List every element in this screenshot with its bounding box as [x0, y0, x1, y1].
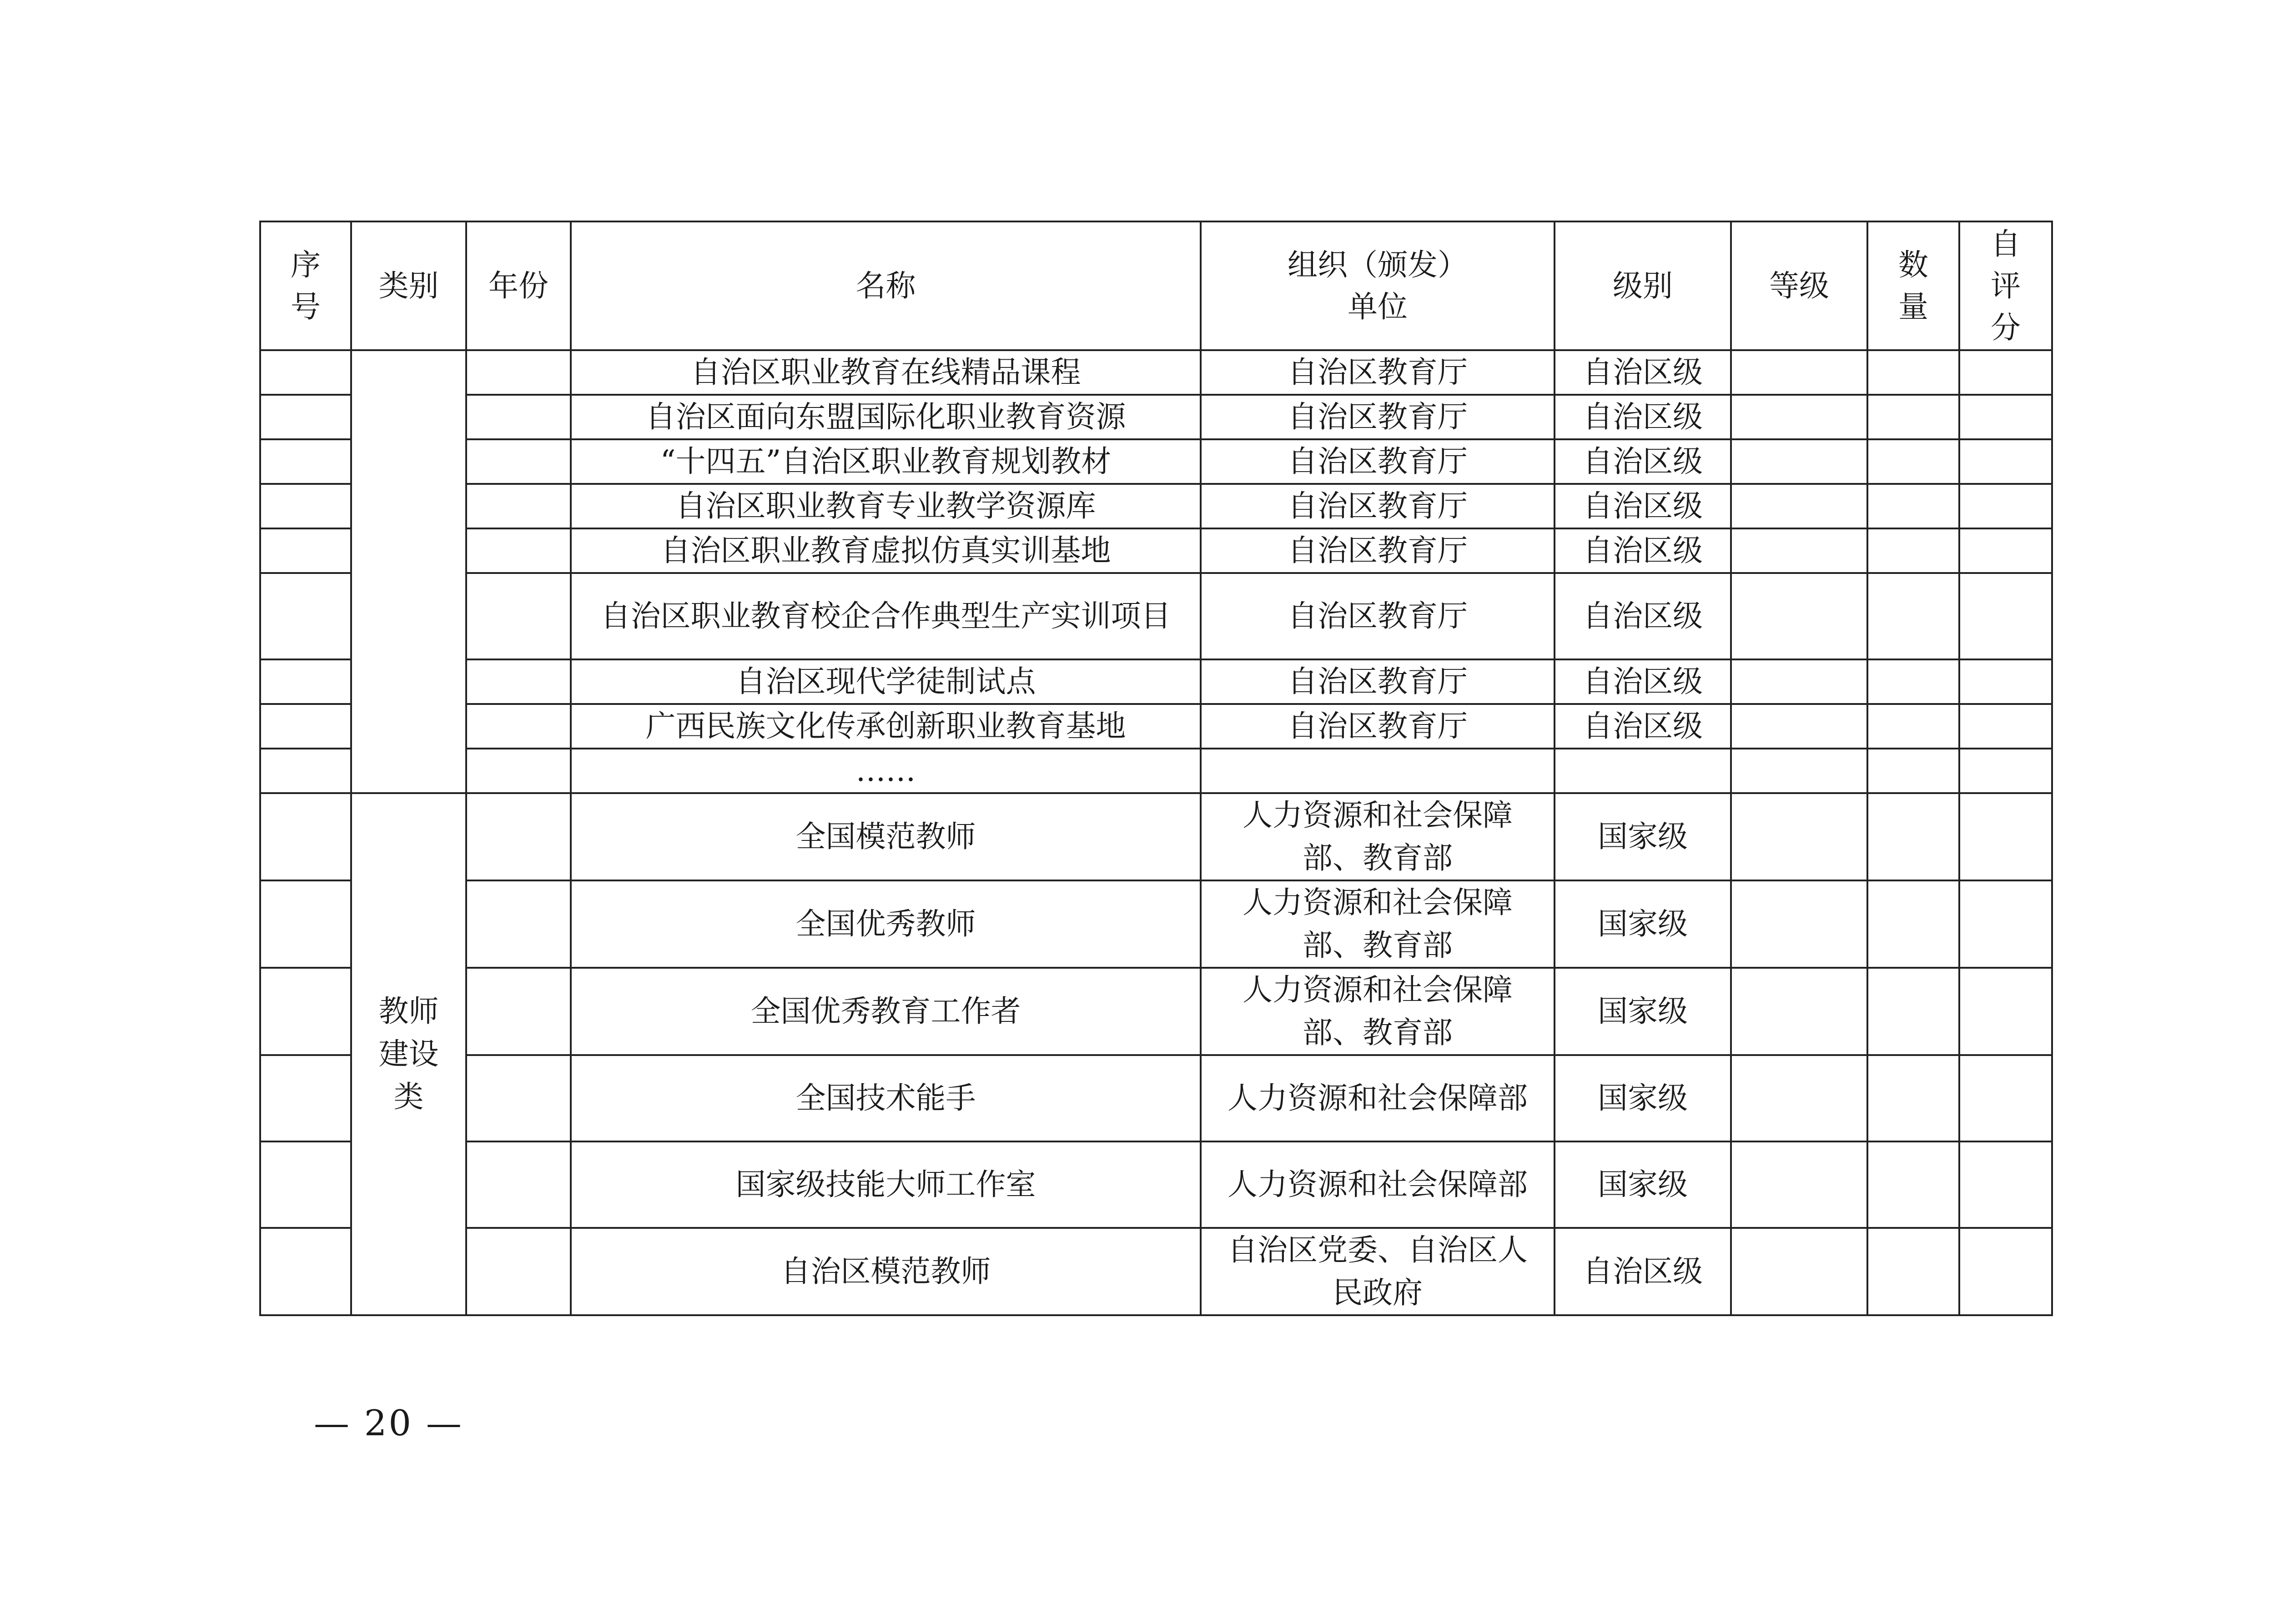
level-cell [1555, 749, 1731, 793]
org-cell: 自治区教育厅 [1201, 439, 1555, 484]
grade-cell [1731, 1228, 1867, 1315]
name-cell: 全国优秀教育工作者 [571, 968, 1201, 1055]
level-cell: 国家级 [1555, 880, 1731, 968]
self-score-cell [1959, 439, 2052, 484]
table-row [260, 350, 2052, 395]
self-score-cell [1959, 1055, 2052, 1141]
level-cell: 国家级 [1555, 968, 1731, 1055]
seq-cell [260, 1141, 351, 1228]
seq-cell [260, 749, 351, 793]
grade-cell [1731, 573, 1867, 659]
header-row [260, 221, 2052, 350]
org-cell [1201, 749, 1555, 793]
table-row [260, 439, 2052, 484]
year-cell [466, 880, 571, 968]
level-cell: 国家级 [1555, 1141, 1731, 1228]
qty-cell [1867, 1228, 1959, 1315]
seq-cell [260, 395, 351, 439]
name-cell: 全国优秀教师 [571, 880, 1201, 968]
qty-cell [1867, 880, 1959, 968]
seq-cell [260, 528, 351, 573]
header-seq: 序号 [260, 221, 351, 350]
year-cell [466, 659, 571, 704]
self-score-cell [1959, 659, 2052, 704]
level-cell: 自治区级 [1555, 573, 1731, 659]
name-cell: 自治区现代学徒制试点 [571, 659, 1201, 704]
year-cell [466, 968, 571, 1055]
org-cell: 人力资源和社会保障部、教育部 [1201, 880, 1555, 968]
self-score-cell [1959, 704, 2052, 749]
year-cell [466, 484, 571, 528]
level-cell: 自治区级 [1555, 1228, 1731, 1315]
year-cell [466, 395, 571, 439]
grade-cell [1731, 793, 1867, 880]
seq-cell [260, 1228, 351, 1315]
grade-cell [1731, 395, 1867, 439]
self-score-cell [1959, 1228, 2052, 1315]
grade-cell [1731, 484, 1867, 528]
table-row [260, 1055, 2052, 1141]
level-cell: 自治区级 [1555, 350, 1731, 395]
grade-cell [1731, 880, 1867, 968]
name-cell: 自治区职业教育专业教学资源库 [571, 484, 1201, 528]
self-score-cell [1959, 880, 2052, 968]
table-row [260, 749, 2052, 793]
year-cell [466, 573, 571, 659]
grade-cell [1731, 749, 1867, 793]
qty-cell [1867, 395, 1959, 439]
seq-cell [260, 484, 351, 528]
header-self-score: 自评分 [1959, 221, 2052, 350]
name-cell: 国家级技能大师工作室 [571, 1141, 1201, 1228]
header-qty: 数量 [1867, 221, 1959, 350]
header-year: 年份 [466, 221, 571, 350]
self-score-cell [1959, 528, 2052, 573]
org-cell: 自治区教育厅 [1201, 704, 1555, 749]
seq-cell [260, 704, 351, 749]
self-score-cell [1959, 395, 2052, 439]
grade-cell [1731, 1055, 1867, 1141]
year-cell [466, 1228, 571, 1315]
self-score-cell [1959, 968, 2052, 1055]
table-row [260, 1228, 2052, 1315]
org-cell: 自治区党委、自治区人民政府 [1201, 1228, 1555, 1315]
page-number: — 20 — [314, 1403, 463, 1444]
seq-cell [260, 968, 351, 1055]
org-cell: 人力资源和社会保障部、教育部 [1201, 793, 1555, 880]
level-cell: 自治区级 [1555, 528, 1731, 573]
ellipsis-cell: …… [571, 749, 1201, 793]
name-cell: 广西民族文化传承创新职业教育基地 [571, 704, 1201, 749]
qty-cell [1867, 439, 1959, 484]
grade-cell [1731, 1141, 1867, 1228]
qty-cell [1867, 528, 1959, 573]
level-cell: 国家级 [1555, 793, 1731, 880]
year-cell [466, 1141, 571, 1228]
category-cell [351, 350, 466, 793]
table-row [260, 573, 2052, 659]
seq-cell [260, 793, 351, 880]
qty-cell [1867, 749, 1959, 793]
table-row [260, 659, 2052, 704]
name-cell: 全国技术能手 [571, 1055, 1201, 1141]
self-score-cell [1959, 1141, 2052, 1228]
qty-cell [1867, 968, 1959, 1055]
year-cell [466, 350, 571, 395]
org-cell: 自治区教育厅 [1201, 350, 1555, 395]
year-cell [466, 528, 571, 573]
qty-cell [1867, 573, 1959, 659]
header-grade: 等级 [1731, 221, 1867, 350]
qty-cell [1867, 1055, 1959, 1141]
qty-cell [1867, 1141, 1959, 1228]
seq-cell [260, 350, 351, 395]
qty-cell [1867, 350, 1959, 395]
name-cell: 自治区职业教育校企合作典型生产实训项目 [571, 573, 1201, 659]
year-cell [466, 793, 571, 880]
self-score-cell [1959, 484, 2052, 528]
level-cell: 自治区级 [1555, 704, 1731, 749]
seq-cell [260, 439, 351, 484]
seq-cell [260, 880, 351, 968]
header-name: 名称 [571, 221, 1201, 350]
name-cell: “十四五”自治区职业教育规划教材 [571, 439, 1201, 484]
name-cell: 自治区职业教育虚拟仿真实训基地 [571, 528, 1201, 573]
grade-cell [1731, 439, 1867, 484]
table-row [260, 1141, 2052, 1228]
qty-cell [1867, 704, 1959, 749]
header-level: 级别 [1555, 221, 1731, 350]
qty-cell [1867, 793, 1959, 880]
self-score-cell [1959, 350, 2052, 395]
qty-cell [1867, 484, 1959, 528]
table-row [260, 395, 2052, 439]
table-row [260, 968, 2052, 1055]
level-cell: 自治区级 [1555, 659, 1731, 704]
qty-cell [1867, 659, 1959, 704]
org-cell: 人力资源和社会保障部 [1201, 1055, 1555, 1141]
self-score-cell [1959, 749, 2052, 793]
org-cell: 自治区教育厅 [1201, 573, 1555, 659]
teacher-category-cell: 教师建设类 [351, 793, 466, 1315]
level-cell: 国家级 [1555, 1055, 1731, 1141]
org-cell: 自治区教育厅 [1201, 528, 1555, 573]
seq-cell [260, 659, 351, 704]
name-cell: 自治区面向东盟国际化职业教育资源 [571, 395, 1201, 439]
grade-cell [1731, 704, 1867, 749]
grade-cell [1731, 968, 1867, 1055]
table-row [260, 704, 2052, 749]
seq-cell [260, 1055, 351, 1141]
level-cell: 自治区级 [1555, 439, 1731, 484]
self-score-cell [1959, 793, 2052, 880]
level-cell: 自治区级 [1555, 484, 1731, 528]
org-cell: 自治区教育厅 [1201, 484, 1555, 528]
org-cell: 自治区教育厅 [1201, 659, 1555, 704]
year-cell [466, 1055, 571, 1141]
grade-cell [1731, 350, 1867, 395]
org-cell: 人力资源和社会保障部 [1201, 1141, 1555, 1228]
header-org: 组织（颁发）单位 [1201, 221, 1555, 350]
org-cell: 人力资源和社会保障部、教育部 [1201, 968, 1555, 1055]
table-row [260, 484, 2052, 528]
self-score-cell [1959, 573, 2052, 659]
year-cell [466, 439, 571, 484]
level-cell: 自治区级 [1555, 395, 1731, 439]
year-cell [466, 749, 571, 793]
table-row [260, 880, 2052, 968]
name-cell: 自治区职业教育在线精品课程 [571, 350, 1201, 395]
grade-cell [1731, 659, 1867, 704]
year-cell [466, 704, 571, 749]
header-category: 类别 [351, 221, 466, 350]
table-row [260, 793, 2052, 880]
name-cell: 全国模范教师 [571, 793, 1201, 880]
org-cell: 自治区教育厅 [1201, 395, 1555, 439]
grade-cell [1731, 528, 1867, 573]
name-cell: 自治区模范教师 [571, 1228, 1201, 1315]
award-table [259, 221, 2053, 1316]
table-row [260, 528, 2052, 573]
seq-cell [260, 573, 351, 659]
